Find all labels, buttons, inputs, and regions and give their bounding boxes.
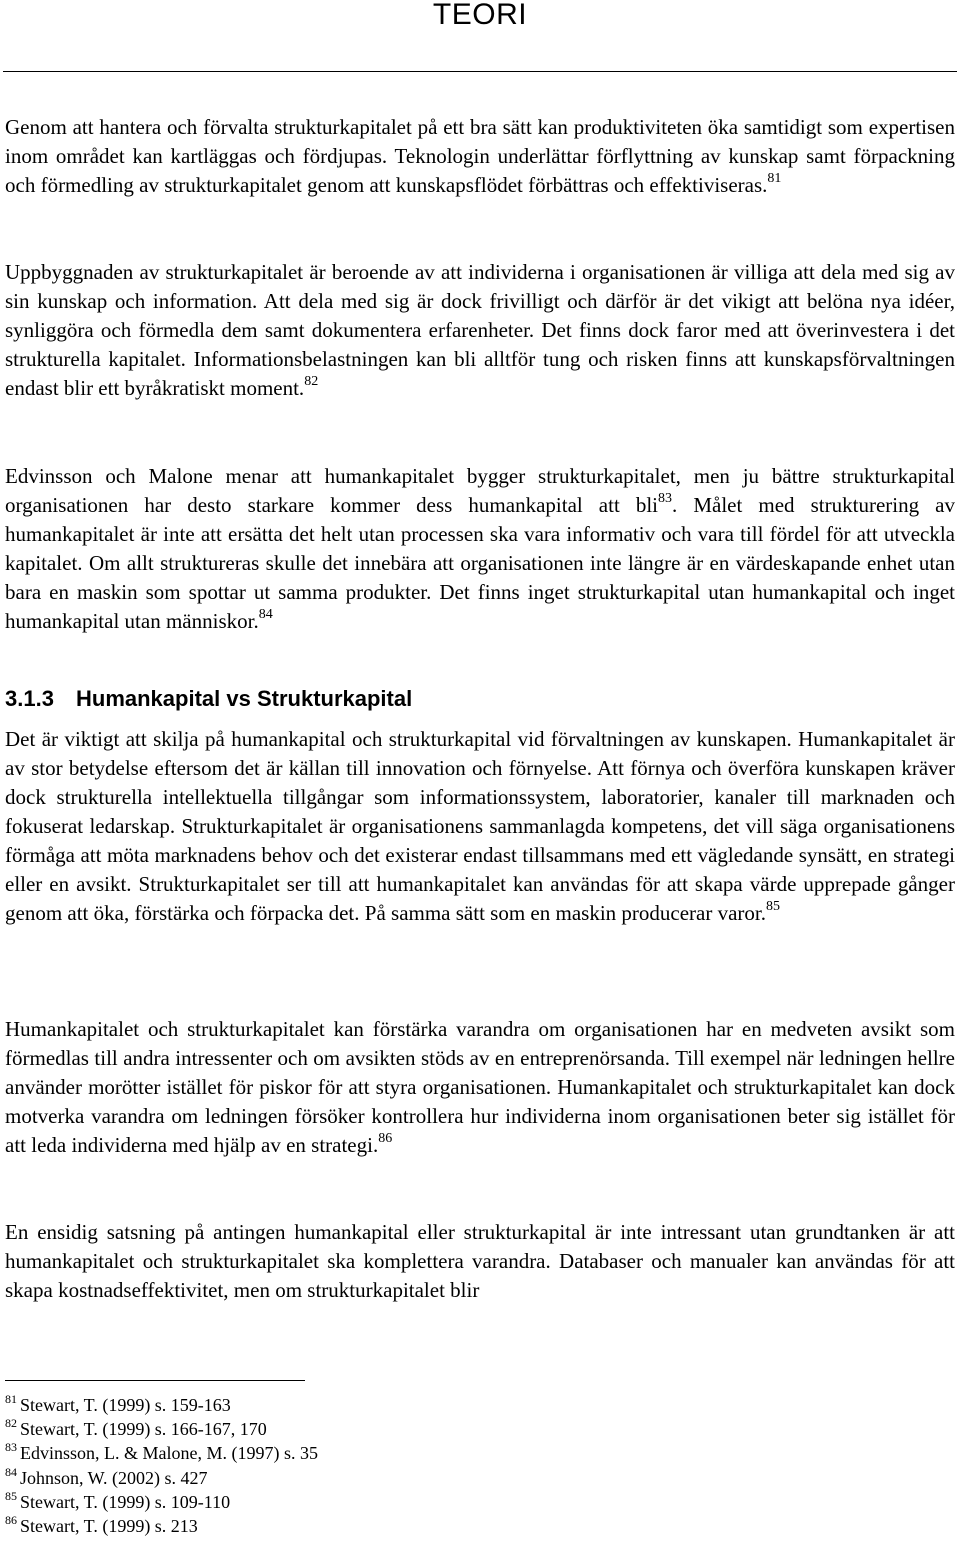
footnote-divider	[5, 1380, 305, 1381]
footnote-number: 85	[5, 1488, 17, 1503]
footnote-text: Johnson, W. (2002) s. 427	[20, 1467, 208, 1488]
section-number: 3.1.3	[5, 686, 54, 711]
paragraph-text: Edvinsson och Malone menar att humankapitalet bygger strukturkapitalet, men ju bättre strukturkapital organisationen har desto starkare kommer dess humankapital att bli	[5, 464, 955, 517]
paragraph-text: En ensidig satsning på antingen humankapital eller strukturkapital är inte intressant utan grundtanken är att humankapitalet och strukturkapitalet ska komplettera varandra. Databaser och manualer kan användas för att skapa kostnadseffektivitet, men om strukturkapitalet blir	[5, 1220, 955, 1302]
paragraph-text: Genom att hantera och förvalta strukturkapitalet på ett bra sätt kan produktiviteten öka samtidigt som expertisen inom området kan kartläggas och fördjupas. Teknologin underlättar förflyttning av kunskap samt förpackning och förmedling av strukturkapitalet genom att kunskapsflödet förbättras och effektiviseras.	[5, 115, 955, 197]
paragraph-text: Uppbyggnaden av strukturkapitalet är beroende av att individerna i organisationen är villiga att dela med sig av sin kunskap och information. Att dela med sig är dock frivilligt och därför är det vikigt att belöna nya idéer, synliggöra och förmedla dem samt dokumentera erfarenheter. Det finns dock faror med att överinvestera i det strukturella kapitalet. Informationsbelastningen kan bli alltför tung och risken finns att kunskapsförvaltningen endast blir ett byråkratiskt moment.	[5, 260, 955, 400]
footnote-text: Stewart, T. (1999) s. 166-167, 170	[20, 1419, 267, 1440]
footnote-number: 86	[5, 1513, 17, 1528]
footnote-ref-84[interactable]: 84	[258, 607, 273, 622]
paragraph-3	[5, 462, 955, 636]
footnote-item	[5, 1417, 318, 1441]
paragraph-5	[5, 1015, 955, 1160]
footnote-item	[5, 1466, 318, 1490]
footnote-item	[5, 1490, 318, 1514]
footnote-number: 83	[5, 1440, 17, 1455]
footnote-ref-85[interactable]: 85	[766, 899, 780, 914]
paragraph-1	[5, 113, 955, 200]
paragraph-4	[5, 725, 955, 928]
footnote-number: 82	[5, 1416, 17, 1431]
footnote-item	[5, 1393, 318, 1417]
footnote-text: Stewart, T. (1999) s. 109-110	[20, 1491, 231, 1512]
section-heading	[5, 686, 412, 712]
section-title: Humankapital vs Strukturkapital	[76, 686, 413, 711]
footnote-ref-82[interactable]: 82	[304, 374, 319, 389]
footnote-ref-83[interactable]: 83	[658, 491, 673, 506]
header-divider	[3, 71, 957, 72]
paragraph-text: Det är viktigt att skilja på humankapital och strukturkapital vid förvaltningen av kunskapen. Humankapitalet är av stor betydelse eftersom det är källan till innovation och förnyelse. Att förnya och överföra kunskapen kräver dock strukturella intellektuella tillgångar som informationssystem, laboratorier, kanaler till marknaden och fokuserat ledarskap. Strukturkapitalet är organisationens sammanlagda kompetens, det vill säga organisationens förmåga att möta marknadens behov och det existerar endast tillsammans med ett vägledande synsätt, en strategi eller en avsikt. Strukturkapitalet ser till att humankapitalet kan användas för att skapa värde upprepade gånger genom att öka, förstärka och förpacka det. På samma sätt som en maskin producerar varor.	[5, 727, 955, 925]
paragraph-6	[5, 1218, 955, 1305]
footnote-text: Stewart, T. (1999) s. 213	[20, 1516, 198, 1537]
footnote-text: Stewart, T. (1999) s. 159-163	[20, 1395, 231, 1415]
page-header-title: TEORI	[432, 0, 528, 31]
footnote-number: 81	[5, 1392, 17, 1406]
footnote-item	[5, 1441, 318, 1465]
footnote-text: Edvinsson, L. & Malone, M. (1997) s. 35	[20, 1443, 318, 1464]
footnote-number: 84	[5, 1464, 17, 1479]
footnote-ref-86[interactable]: 86	[378, 1131, 393, 1146]
paragraph-2	[5, 258, 955, 403]
footnote-item	[5, 1514, 318, 1538]
paragraph-text: . Målet med strukturering av humankapitalet är inte att ersätta det helt utan processen ska vara informativ och vara till fördel för att utveckla kapitalet. Om allt struktureras skulle det innebära att organisationen inte längre är en värdeskapande enhet utan bara en maskin som spottar ut samma produkter. Det finns inget strukturkapital utan humankapital och inget humankapital utan människor.	[5, 493, 955, 633]
footnote-ref-81[interactable]: 81	[767, 171, 782, 186]
footnotes	[5, 1393, 318, 1538]
paragraph-text: Humankapitalet och strukturkapitalet kan förstärka varandra om organisationen har en medveten avsikt som förmedlas till andra intressenter och om avsikten stöds av en entreprenörsanda. Till exempel när ledningen hellre använder morötter istället för piskor för att styra organisationen. Humankapitalet och strukturkapitalet kan dock motverka varandra om ledningen försöker kontrollera hur individerna inom organisationen beter sig istället för att leda individerna med hjälp av en strategi.	[5, 1017, 955, 1157]
